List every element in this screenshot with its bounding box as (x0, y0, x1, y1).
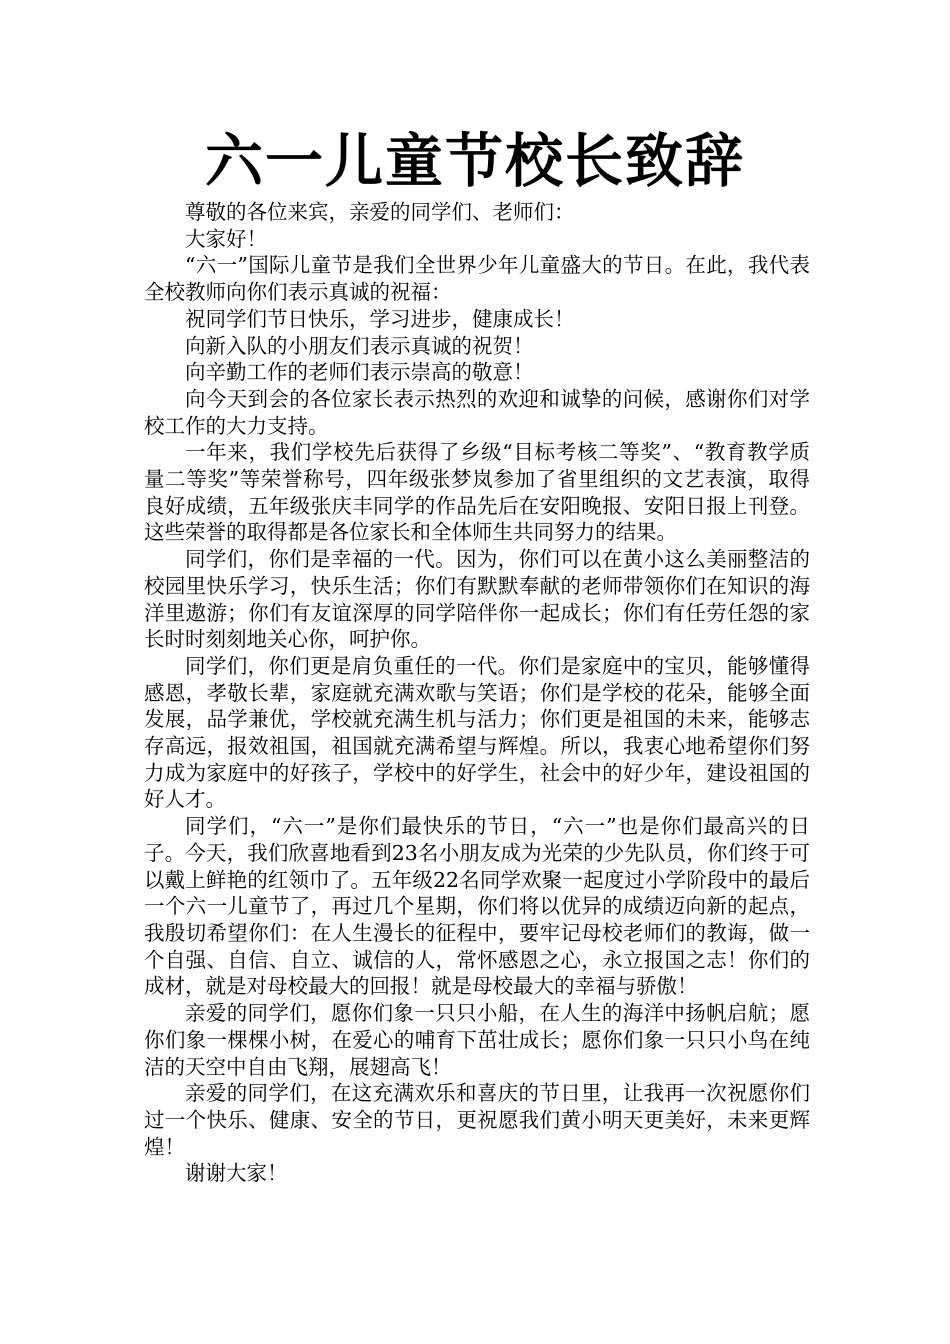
paragraph: 向今天到会的各位家长表示热烈的欢迎和诚挚的问候，感谢你们对学校工作的大力支持。 (144, 386, 810, 438)
paragraph: 同学们，你们是幸福的一代。因为，你们可以在黄小这么美丽整洁的校园里快乐学习，快乐生活；你们有默默奉献的老师带领你们在知识的海洋里遨游；你们有友谊深厚的同学陪伴你一起成长；你们有任劳任怨的家长时时刻刻地关心你，呵护你。 (144, 547, 810, 652)
paragraph: 祝同学们节日快乐，学习进步，健康成长！ (185, 306, 575, 331)
document-body (144, 199, 810, 1187)
paragraph: 一年来，我们学校先后获得了乡级“目标考核二等奖”、“教育教学质量二等奖”等荣誉称号，四年级张梦岚参加了省里组织的文艺表演，取得良好成绩，五年级张庆丰同学的作品先后在安阳晚报、安阳日报上刊登。这些荣誉的取得都是各位家长和全体师生共同努力的结果。 (144, 440, 810, 545)
paragraph: “六一”国际儿童节是我们全世界少年儿童盛大的节日。在此，我代表全校教师向你们表示真诚的祝福： (144, 253, 810, 305)
paragraph: 同学们，“六一”是你们最快乐的节日，“六一”也是你们最高兴的日子。今天，我们欣喜地看到23名小朋友成为光荣的少先队员，你们终于可以戴上鲜艳的红领巾了。五年级22名同学欢聚一起度过小学阶段中的最后一个六一儿童节了，再过几个星期，你们将以优异的成绩迈向新的起点，我殷切希望你们：在人生漫长的征程中，要牢记母校老师们的教诲，做一个自强、自信、自立、诚信的人，常怀感恩之心，永立报国之志！你们的成材，就是对母校最大的回报！就是母校最大的幸福与骄傲！ (144, 814, 810, 999)
closing: 谢谢大家！ (185, 1161, 288, 1186)
greeting: 大家好！ (185, 226, 267, 251)
salutation: 尊敬的各位来宾，亲爱的同学们、老师们： (185, 200, 575, 224)
paragraph: 同学们，你们更是肩负重任的一代。你们是家庭中的宝贝，能够懂得感恩，孝敬长辈，家庭就充满欢歌与笑语；你们是学校的花朵，能够全面发展，品学兼优，学校就充满生机与活力；你们更是祖国的未来，能够志存高远，报效祖国，祖国就充满希望与辉煌。所以，我衷心地希望你们努力成为家庭中的好孩子，学校中的好学生，社会中的好少年，建设祖国的好人才。 (144, 653, 810, 812)
paragraph: 向新入队的小朋友们表示真诚的祝贺！ (185, 333, 534, 358)
paragraph: 向辛勤工作的老师们表示崇高的敬意！ (185, 360, 534, 385)
paragraph: 亲爱的同学们，在这充满欢乐和喜庆的节日里，让我再一次祝愿你们过一个快乐、健康、安全的节日，更祝愿我们黄小明天更美好，未来更辉煌！ (144, 1081, 810, 1159)
document-title: 六一儿童节校长致辞 (204, 127, 745, 195)
paragraph: 亲爱的同学们，愿你们象一只只小船，在人生的海洋中扬帆启航；愿你们象一棵棵小树，在爱心的哺育下茁壮成长；愿你们象一只只小鸟在纯洁的天空中自由飞翔，展翅高飞！ (144, 1001, 810, 1079)
